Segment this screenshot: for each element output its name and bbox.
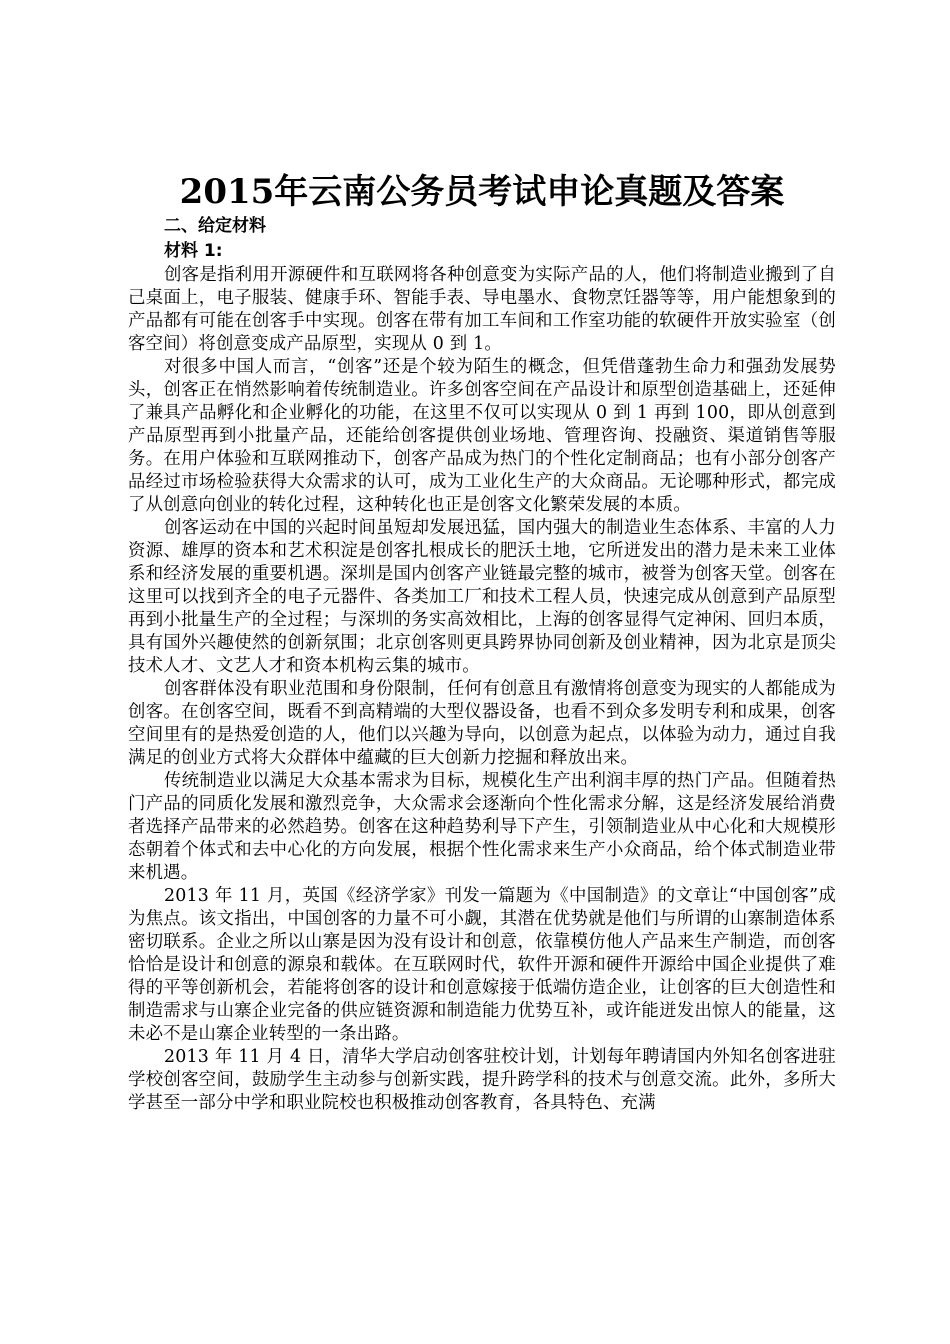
paragraph-5: 传统制造业以满足大众基本需求为目标，规模化生产出利润丰厚的热门产品。但随着热门产品的同质化发展和激烈竞争，大众需求会逐渐向个性化需求分解，这是经济发展给消费者选择产品带来的必然趋势。创客在这种趋势利导下产生，引领制造业从中心化和大规模形态朝着个体式和去中心化的方向发展，根据个性化需求来生产小众商品，给个体式制造业带来机遇。 (128, 771, 836, 883)
material-heading: 材料 1: (164, 241, 223, 261)
document-page (128, 170, 836, 1115)
paragraph-3: 创客运动在中国的兴起时间虽短却发展迅猛，国内强大的制造业生态体系、丰富的人力资源、雄厚的资本和艺术积淀是创客扎根成长的肥沃土地，它所迸发出的潜力是未来工业体系和经济发展的重要机遇。深圳是国内创客产业链最完整的城市，被誉为创客天堂。创客在这里可以找到齐全的电子元器件、各类加工厂和技术工程人员，快速完成从创意到产品原型再到小批量生产的全过程；与深圳的务实高效相比，上海的创客显得气定神闲、回归本质，具有国外兴趣使然的创新氛围；北京创客则更具跨界协同创新及创业精神，因为北京是顶尖技术人才、文艺人才和资本机构云集的城市。 (128, 518, 836, 676)
document-title: 2015年云南公务员考试申论真题及答案 (179, 172, 785, 212)
section-heading: 二、给定材料 (164, 216, 266, 236)
paragraph-6: 2013 年 11 月，英国《经济学家》刊发一篇题为《中国制造》的文章让“中国创客”成为焦点。该文指出，中国创客的力量不可小觑，其潜在优势就是他们与所谓的山寨制造体系密切联系。企业之所以山寨是因为没有设计和创意，依靠模仿他人产品来生产制造，而创客恰恰是设计和创意的源泉和载体。在互联网时代，软件开源和硬件开源给中国企业提供了难得的平等创新机会，若能将创客的设计和创意嫁接于低端仿造企业，让创客的巨大创造性和制造需求与山寨企业完备的供应链资源和制造能力优势互补，或许能迸发出惊人的能量，这未必不是山寨企业转型的一条出路。 (128, 886, 836, 1044)
paragraph-7: 2013 年 11 月 4 日，清华大学启动创客驻校计划，计划每年聘请国内外知名创客进驻学校创客空间，鼓励学生主动参与创新实践，提升跨学科的技术与创意交流。此外，多所大学甚至一部分中学和职业院校也积极推动创客教育，各具特色、充满 (128, 1047, 836, 1113)
paragraph-4: 创客群体没有职业范围和身份限制，任何有创意且有激情将创意变为现实的人都能成为创客。在创客空间，既看不到高精端的大型仪器设备，也看不到众多发明专利和成果，创客空间里有的是热爱创造的人，他们以兴趣为导向，以创意为起点，以体验为动力，通过自我满足的创业方式将大众群体中蕴藏的巨大创新力挖掘和释放出来。 (128, 679, 836, 768)
paragraph-2: 对很多中国人而言，“创客”还是个较为陌生的概念，但凭借蓬勃生命力和强劲发展势头，创客正在悄然影响着传统制造业。许多创客空间在产品设计和原型创造基础上，还延伸了兼具产品孵化和企业孵化的功能，在这里不仅可以实现从 0 到 1 再到 100，即从创意到产品原型再到小批量产品，还能给创客提供创业场地、管理咨询、投融资、渠道销售等服务。在用户体验和互联网推动下，创客产品成为热门的个性化定制商品；也有小部分创客产品经过市场检验获得大众需求的认可，成为工业化生产的大众商品。无论哪种形式，都完成了从创意向创业的转化过程，这种转化也正是创客文化繁荣发展的本质。 (128, 357, 836, 515)
paragraph-1: 创客是指利用开源硬件和互联网将各种创意变为实际产品的人，他们将制造业搬到了自己桌面上，电子服装、健康手环、智能手表、导电墨水、食物烹饪器等等，用户能想象到的产品都有可能在创客手中实现。创客在带有加工车间和工作室功能的软硬件开放实验室（创客空间）将创意变成产品原型，实现从 0 到 1。 (128, 265, 836, 354)
